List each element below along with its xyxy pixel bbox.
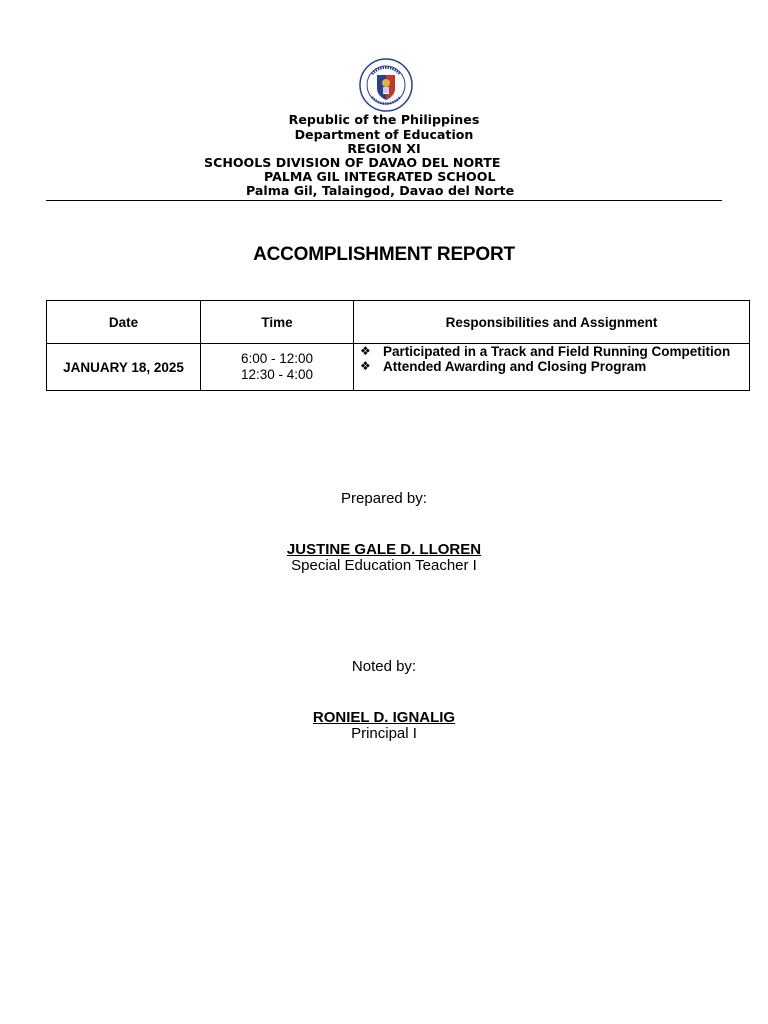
list-item <box>354 344 749 359</box>
column-header-responsibilities: Responsibilities and Assignment <box>354 301 750 344</box>
preparer-name: JUSTINE GALE D. LLOREN <box>286 541 482 558</box>
header-division: SCHOOLS DIVISION OF DAVAO DEL NORTE <box>204 155 501 170</box>
deped-seal-logo <box>359 58 413 112</box>
column-header-time: Time <box>201 301 354 344</box>
responsibilities-list <box>354 344 749 374</box>
responsibility-text: Attended Awarding and Closing Program <box>383 359 647 374</box>
time-cell <box>201 344 354 391</box>
header-region: REGION XI <box>347 141 421 156</box>
header-republic: Republic of the Philippines <box>288 112 480 127</box>
time-range-morning: 6:00 - 12:00 <box>240 351 314 366</box>
page-title: ACCOMPLISHMENT REPORT <box>253 244 515 265</box>
header-school: PALMA GIL INTEGRATED SCHOOL <box>264 169 496 184</box>
header-divider <box>46 200 722 201</box>
list-item <box>354 359 749 374</box>
diamond-bullet-icon: ❖ <box>360 344 371 358</box>
table-row <box>47 344 750 391</box>
column-header-date: Date <box>47 301 201 344</box>
header-address: Palma Gil, Talaingod, Davao del Norte <box>246 183 515 198</box>
time-range-afternoon: 12:30 - 4:00 <box>240 367 314 382</box>
noter-position: Principal I <box>351 725 417 742</box>
preparer-position: Special Education Teacher I <box>291 557 477 574</box>
date-cell: JANUARY 18, 2025 <box>47 344 201 391</box>
noter-name: RONIEL D. IGNALIG <box>312 709 456 726</box>
prepared-by-label: Prepared by: <box>341 490 427 507</box>
responsibility-text: Participated in a Track and Field Running Competition <box>383 344 731 359</box>
accomplishment-table <box>46 300 750 391</box>
responsibilities-cell <box>354 344 750 391</box>
table-header-row <box>47 301 750 344</box>
diamond-bullet-icon: ❖ <box>360 359 371 373</box>
header-department: Department of Education <box>294 127 474 142</box>
noted-by-label: Noted by: <box>351 658 417 675</box>
